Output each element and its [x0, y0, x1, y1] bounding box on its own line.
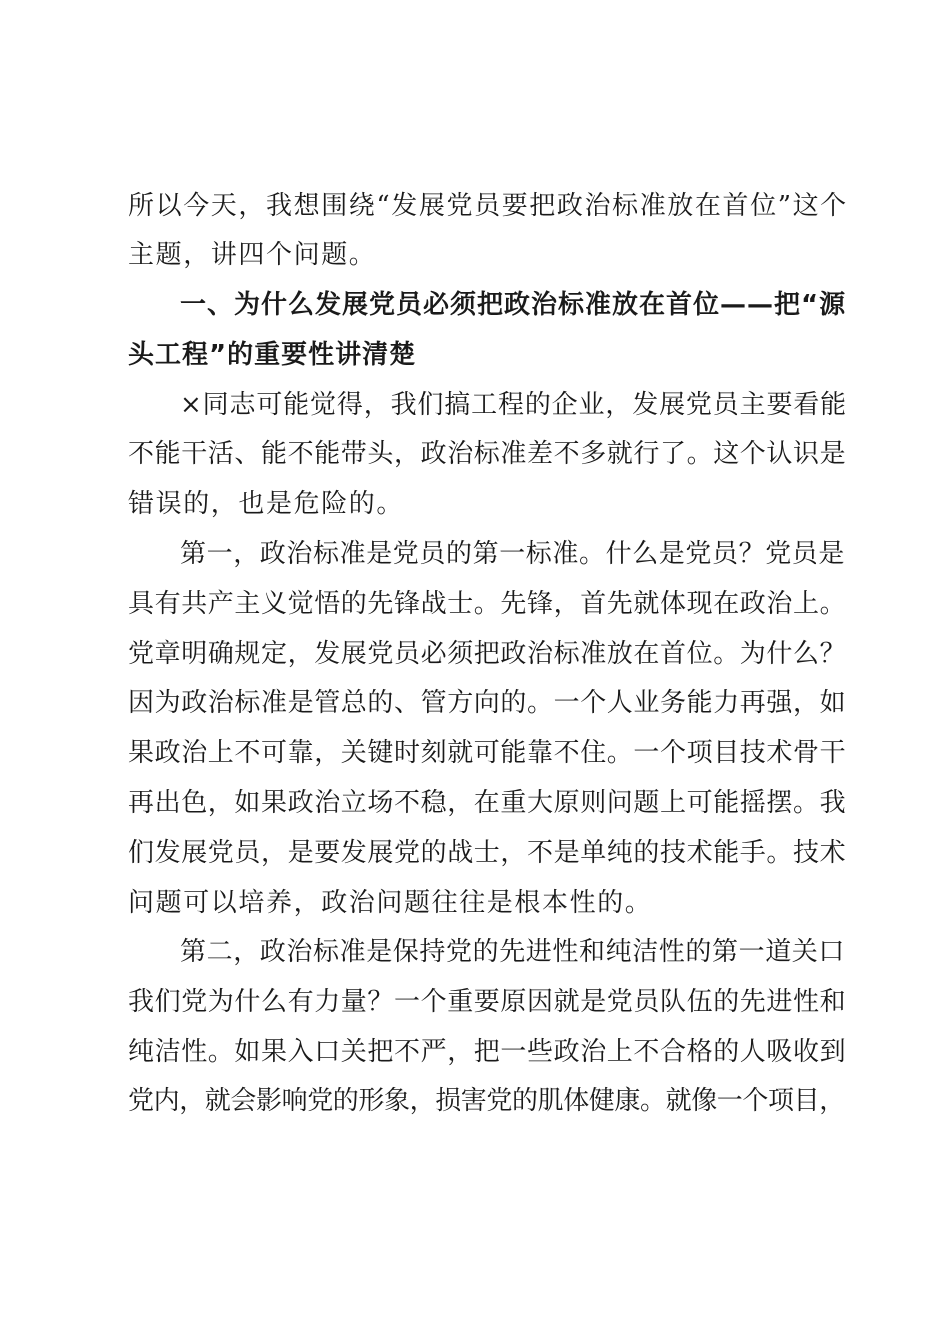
section-heading-line-2: 头工程”的重要性讲清楚	[128, 340, 417, 370]
paragraph-1-line-1: 所以今天，我想围绕“发展党员要把政治标准放在首位”这个	[128, 191, 848, 221]
paragraph-4-line-5: 果政治上不可靠，关键时刻就可能靠不住。一个项目技术骨干	[128, 738, 847, 768]
section-heading-line-1: 一、为什么发展党员必须把政治标准放在首位——把“源	[180, 290, 847, 320]
paragraph-3-line-2: 不能干活、能不能带头，政治标准差不多就行了。这个认识是	[128, 439, 847, 469]
paragraph-5-line-2: 我们党为什么有力量？一个重要原因就是党员队伍的先进性和	[128, 987, 847, 1017]
paragraph-4-line-2: 具有共产主义觉悟的先锋战士。先锋，首先就体现在政治上。	[128, 589, 847, 619]
paragraph-5-line-3: 纯洁性。如果入口关把不严，把一些政治上不合格的人吸收到	[128, 1037, 847, 1067]
paragraph-4-line-1: 第一，政治标准是党员的第一标准。什么是党员？党员是	[180, 539, 846, 569]
paragraph-4-line-4: 因为政治标准是管总的、管方向的。一个人业务能力再强，如	[128, 688, 847, 718]
paragraph-5-line-1: 第二，政治标准是保持党的先进性和纯洁性的第一道关口	[180, 937, 846, 967]
paragraph-4-line-3: 党章明确规定，发展党员必须把政治标准放在首位。为什么？	[128, 639, 847, 669]
paragraph-1-line-2: 主题，讲四个问题。	[128, 240, 377, 270]
paragraph-3-line-1: ×同志可能觉得，我们搞工程的企业，发展党员主要看能	[180, 390, 848, 420]
paragraph-4-line-8: 问题可以培养，政治问题往往是根本性的。	[128, 888, 653, 918]
paragraph-3-line-3: 错误的，也是危险的。	[128, 489, 405, 519]
paragraph-4-line-7: 们发展党员，是要发展党的战士，不是单纯的技术能手。技术	[128, 838, 847, 868]
paragraph-4-line-6: 再出色，如果政治立场不稳，在重大原则问题上可能摇摆。我	[128, 788, 847, 818]
paragraph-5-line-4: 党内，就会影响党的形象，损害党的肌体健康。就像一个项目，	[128, 1086, 845, 1116]
